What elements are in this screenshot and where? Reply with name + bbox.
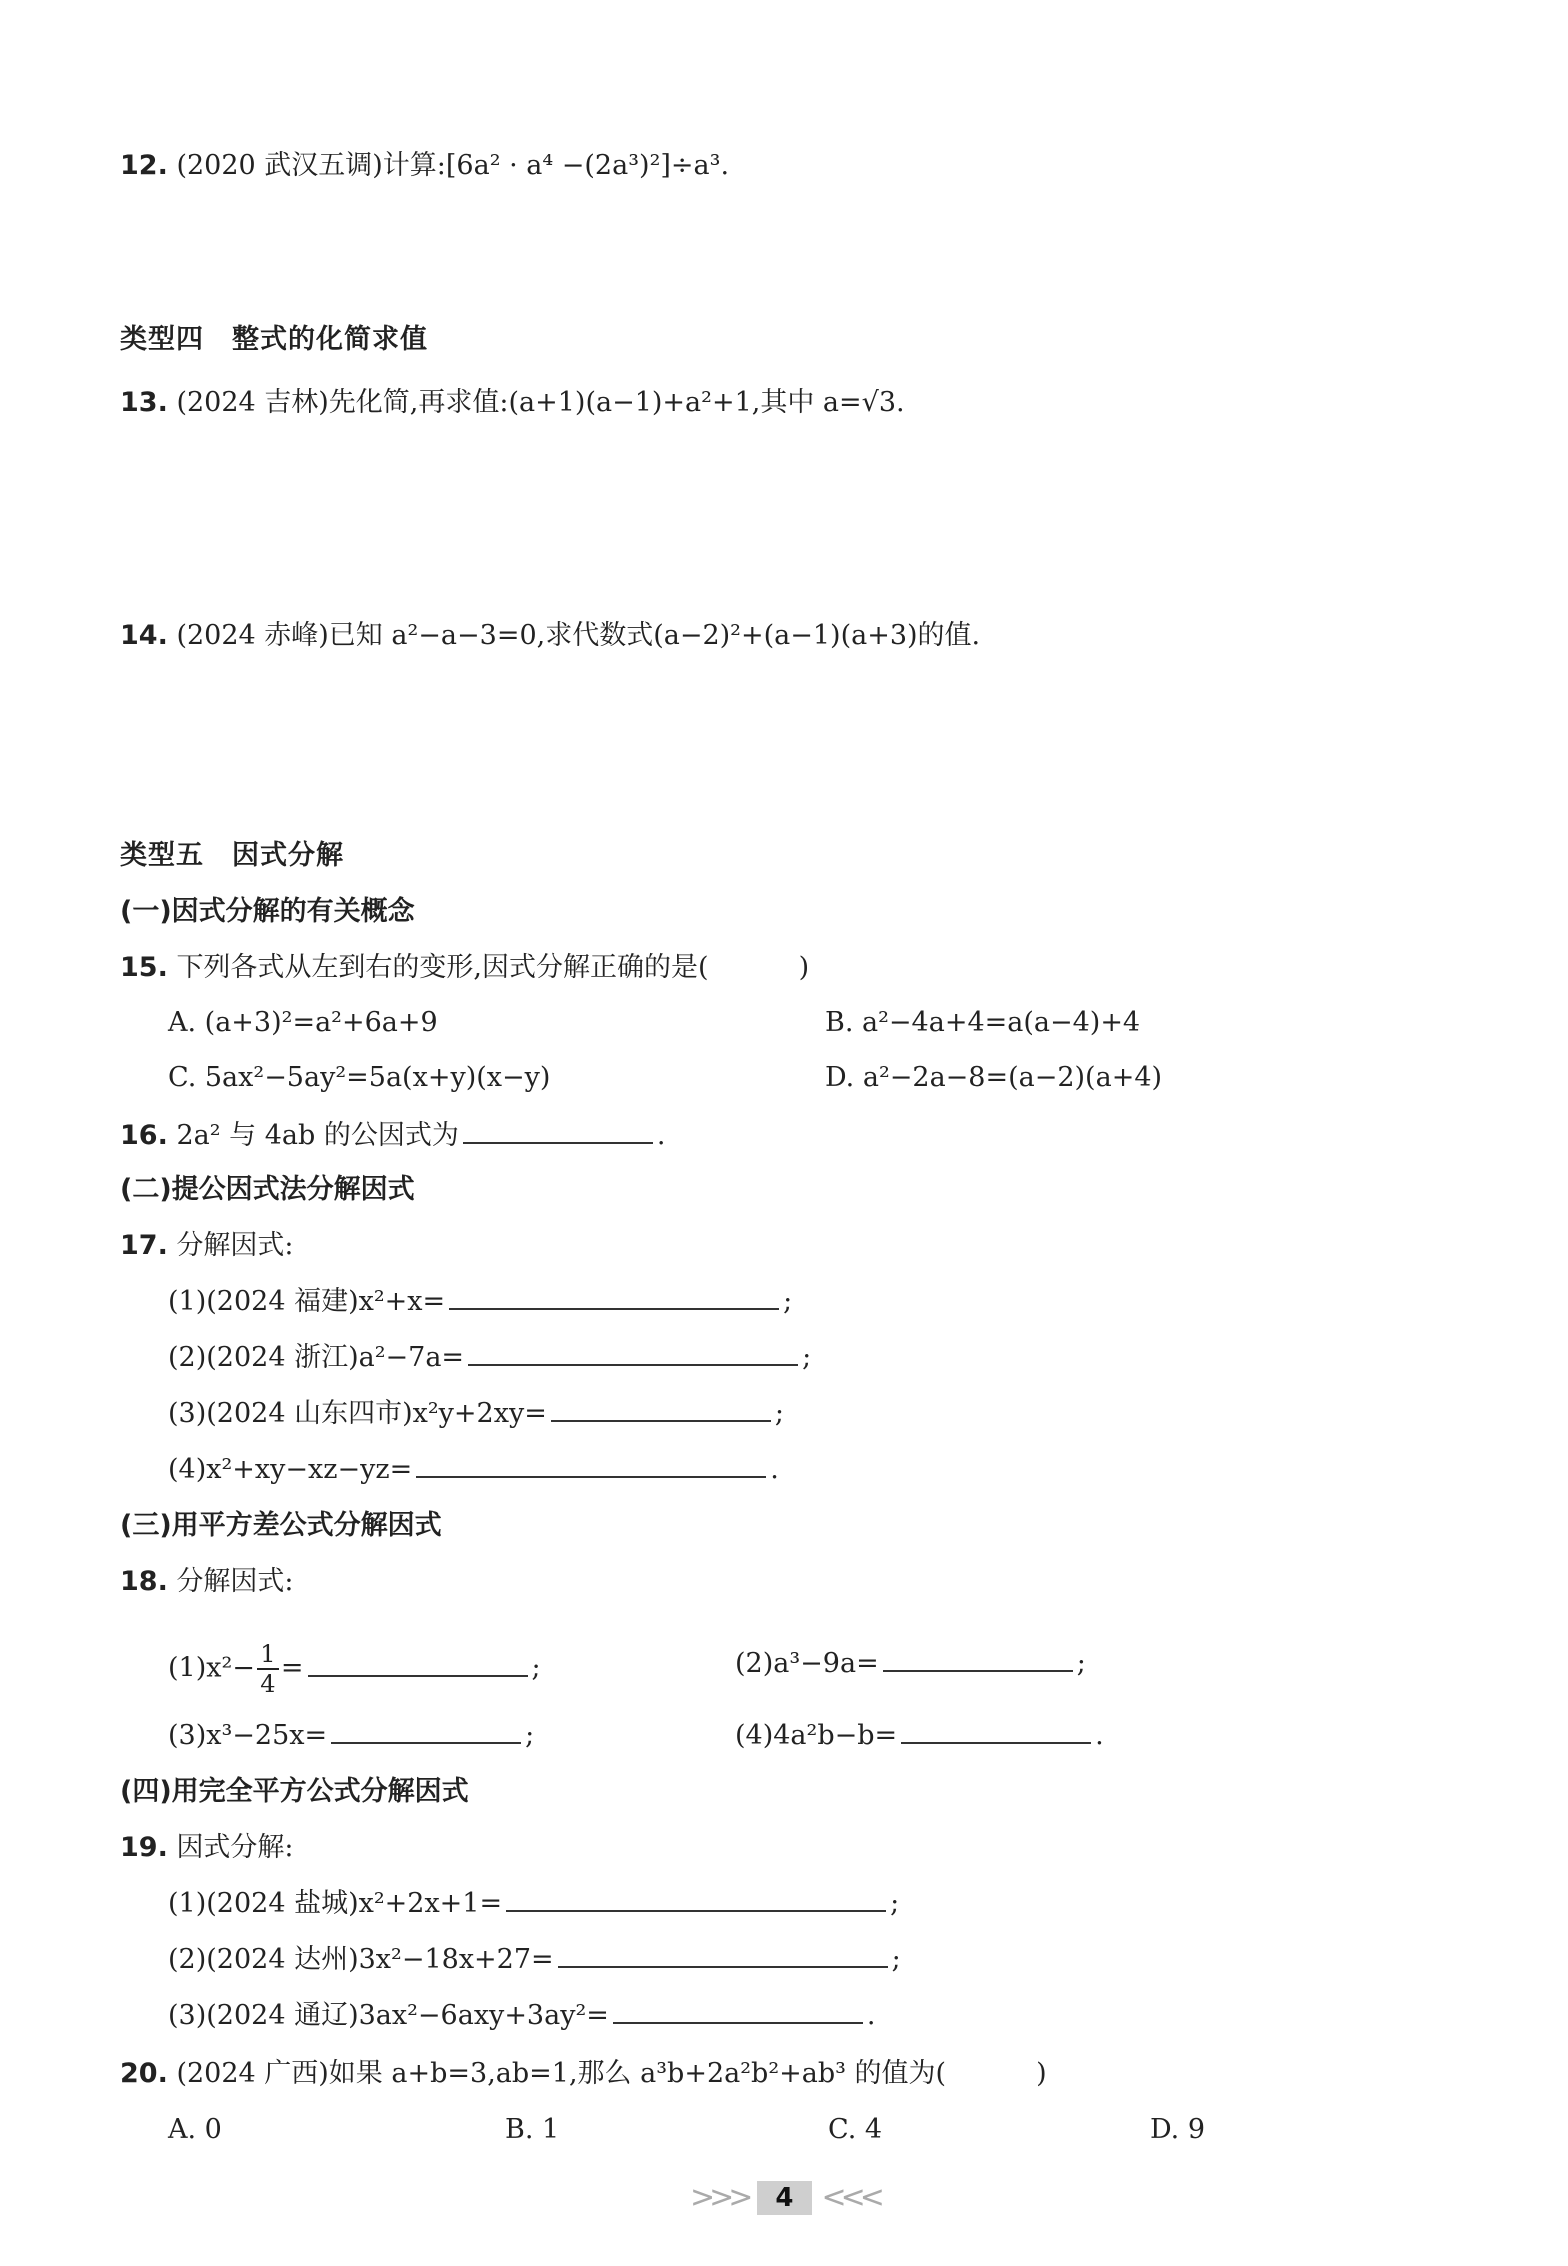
- semicolon: ;: [525, 1720, 535, 1751]
- answer-blank[interactable]: [463, 1118, 653, 1144]
- close-paren: ): [1036, 2058, 1047, 2089]
- answer-blank[interactable]: [308, 1651, 528, 1677]
- part-text: (1)x²−: [168, 1652, 255, 1684]
- part-text: (4)x²+xy−xz−yz=: [168, 1454, 413, 1485]
- question-20: [120, 2056, 1047, 2092]
- answer-blank[interactable]: [449, 1284, 779, 1310]
- q18-part-4: [735, 1718, 1104, 1754]
- option-c: C. 4: [828, 2114, 883, 2145]
- option-a: A. (a+3)²=a²+6a+9: [168, 1007, 438, 1038]
- question-text: 下列各式从左到右的变形,因式分解正确的是(: [176, 952, 709, 983]
- answer-blank[interactable]: [331, 1718, 521, 1744]
- semicolon: ;: [891, 1944, 901, 1975]
- period: .: [866, 2000, 876, 2031]
- question-14: [120, 618, 980, 654]
- section-heading-type4: 类型四 整式的化简求值: [120, 324, 428, 355]
- denominator: 4: [260, 1670, 276, 1698]
- question-18: [120, 1564, 294, 1600]
- part-text: (1)(2024 盐城)x²+2x+1=: [168, 1888, 503, 1919]
- option-b: B. a²−4a+4=a(a−4)+4: [825, 1007, 1141, 1038]
- question-text: 因式分解:: [176, 1832, 294, 1863]
- question-15: [120, 950, 809, 986]
- answer-blank[interactable]: [901, 1718, 1091, 1744]
- answer-blank[interactable]: [551, 1396, 771, 1422]
- semicolon: ;: [802, 1342, 812, 1373]
- question-number: 20.: [120, 2058, 168, 2089]
- part-text: (3)(2024 通辽)3ax²−6axy+3ay²=: [168, 2000, 609, 2031]
- question-text: 分解因式:: [176, 1566, 294, 1597]
- question-number: 18.: [120, 1566, 168, 1597]
- part-text: (3)x³−25x=: [168, 1720, 328, 1751]
- q18-part-3: [168, 1718, 534, 1754]
- q17-part-1: [168, 1284, 792, 1320]
- question-number: 13.: [120, 387, 168, 418]
- question-number: 12.: [120, 150, 168, 181]
- question-text: (2020 武汉五调)计算:[6a² · a⁴ −(2a³)²]÷a³.: [176, 150, 730, 181]
- answer-blank[interactable]: [468, 1340, 798, 1366]
- semicolon: ;: [1076, 1648, 1086, 1679]
- answer-blank[interactable]: [613, 1998, 863, 2024]
- option-c: C. 5ax²−5ay²=5a(x+y)(x−y): [168, 1062, 551, 1093]
- question-19: [120, 1830, 294, 1866]
- question-text: (2024 吉林)先化简,再求值:(a+1)(a−1)+a²+1,其中 a=√3.: [176, 387, 905, 418]
- period: .: [770, 1454, 779, 1485]
- question-number: 17.: [120, 1230, 168, 1261]
- subsection-heading-3: (三)用平方差公式分解因式: [120, 1510, 442, 1541]
- question-12: [120, 148, 729, 184]
- fraction-one-quarter: [257, 1640, 279, 1698]
- chevron-right-icon: >>>: [690, 2180, 748, 2215]
- question-17: [120, 1228, 294, 1264]
- question-13: [120, 385, 905, 421]
- close-paren: ): [798, 952, 810, 983]
- option-a: A. 0: [168, 2114, 222, 2145]
- question-16: [120, 1118, 665, 1154]
- q17-part-4: [168, 1452, 779, 1488]
- section-heading-type5: 类型五 因式分解: [120, 840, 344, 871]
- subsection-heading-4: (四)用完全平方公式分解因式: [120, 1776, 469, 1807]
- page-footer: [690, 2180, 879, 2215]
- semicolon: ;: [783, 1286, 793, 1317]
- part-text: (3)(2024 山东四市)x²y+2xy=: [168, 1398, 547, 1429]
- part-text: (2)a³−9a=: [735, 1648, 879, 1679]
- q18-part-2: [735, 1646, 1086, 1682]
- answer-blank[interactable]: [506, 1886, 886, 1912]
- q19-part-2: [168, 1942, 901, 1978]
- answer-blank[interactable]: [416, 1452, 766, 1478]
- semicolon: ;: [890, 1888, 900, 1919]
- option-b: B. 1: [505, 2114, 560, 2145]
- q19-part-1: [168, 1886, 899, 1922]
- question-number: 19.: [120, 1832, 168, 1863]
- question-text: 2a² 与 4ab 的公因式为: [176, 1120, 459, 1151]
- question-number: 15.: [120, 952, 168, 983]
- part-text: (1)(2024 福建)x²+x=: [168, 1286, 446, 1317]
- answer-blank[interactable]: [558, 1942, 888, 1968]
- period: .: [1095, 1720, 1104, 1751]
- question-text: (2024 赤峰)已知 a²−a−3=0,求代数式(a−2)²+(a−1)(a+3)的值.: [176, 620, 981, 651]
- part-text: (4)4a²b−b=: [735, 1720, 898, 1751]
- subsection-heading-1: (一)因式分解的有关概念: [120, 896, 415, 927]
- question-number: 16.: [120, 1120, 168, 1151]
- question-number: 14.: [120, 620, 168, 651]
- end-period: .: [656, 1120, 666, 1151]
- option-d: D. 9: [1150, 2114, 1206, 2145]
- part-text: (2)(2024 浙江)a²−7a=: [168, 1342, 465, 1373]
- q18-part-1: [168, 1640, 541, 1698]
- option-d: D. a²−2a−8=(a−2)(a+4): [825, 1062, 1163, 1093]
- question-text: 分解因式:: [176, 1230, 294, 1261]
- answer-blank[interactable]: [883, 1646, 1073, 1672]
- equals: =: [280, 1652, 304, 1684]
- part-text: (2)(2024 达州)3x²−18x+27=: [168, 1944, 554, 1975]
- q17-part-2: [168, 1340, 811, 1376]
- chevron-left-icon: <<<: [821, 2180, 879, 2215]
- q19-part-3: [168, 1998, 876, 2034]
- semicolon: ;: [774, 1398, 784, 1429]
- semicolon: ;: [531, 1652, 541, 1684]
- q17-part-3: [168, 1396, 784, 1432]
- question-text: (2024 广西)如果 a+b=3,ab=1,那么 a³b+2a²b²+ab³ 的值为(: [176, 2058, 947, 2089]
- page-number: 4: [757, 2181, 811, 2215]
- subsection-heading-2: (二)提公因式法分解因式: [120, 1174, 415, 1205]
- numerator: 1: [260, 1640, 276, 1668]
